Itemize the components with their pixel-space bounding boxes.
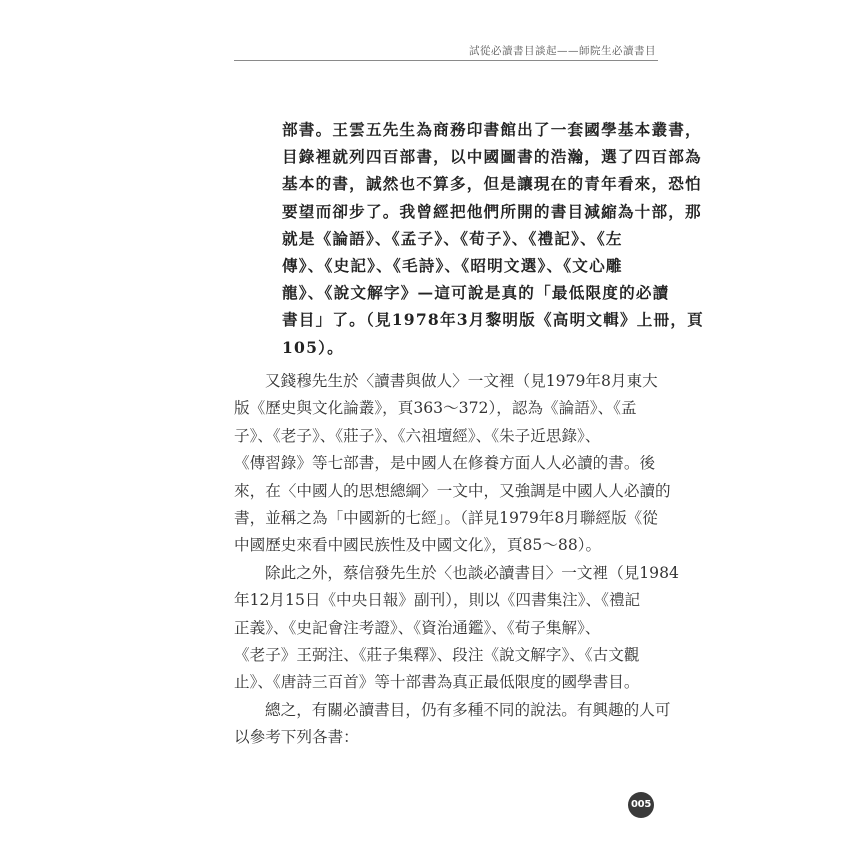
- quote-line: 龍》、《說文解字》—這可說是真的「最低限度的必讀: [282, 283, 670, 303]
- text-line: 年12月15日《中央日報》副刊），則以《四書集注》、《禮記: [234, 591, 641, 610]
- text-line: 來，在〈中國人的思想總綱〉一文中，又強調是中國人人必讀的: [234, 481, 671, 500]
- quote-line: 部書。王雲五先生為商務印書館出了一套國學基本叢書，: [282, 120, 702, 139]
- text-line: 除此之外，蔡信發先生於〈也談必讀書目〉一文裡（見1984: [265, 563, 679, 582]
- text-line: 版《歷史與文化論叢》，頁363～372），認為《論語》、《孟: [234, 399, 637, 418]
- text-line: 總之，有關必讀書目，仍有多種不同的說法。有興趣的人可: [265, 700, 671, 719]
- quote-line: 目錄裡就列四百部書，以中國圖書的浩瀚，選了四百部為: [282, 147, 702, 167]
- body-text: [234, 368, 679, 752]
- quote-line: 就是《論語》、《孟子》、《荀子》、《禮記》、《左: [282, 228, 623, 248]
- text-line: 又錢穆先生於〈讀書與做人〉一文裡（見1979年8月東大: [265, 372, 658, 390]
- block-quote: [282, 116, 704, 361]
- quote-line: 書目」了。（見1978年3月黎明版《高明文輯》上冊，頁: [282, 310, 704, 330]
- paragraph-cai-xinfa: [234, 560, 679, 697]
- text-line: 書，並稱之為「中國新的七經」。（詳見1979年8月聯經版《從: [234, 509, 658, 528]
- text-line: 以參考下列各書：: [234, 728, 359, 747]
- paragraph-qian-mu: [234, 368, 671, 560]
- running-title: 試從必讀書目談起——師院生必讀書目: [469, 45, 656, 57]
- text-line: 止》、《唐詩三百首》等十部書為真正最低限度的國學書目。: [234, 673, 640, 692]
- running-header: [234, 40, 658, 61]
- quote-line: 105）。: [282, 337, 344, 357]
- quote-line: 傳》、《史記》、《毛詩》、《昭明文選》、《文心雕: [282, 256, 623, 276]
- text-line: 正義》、《史記會注考證》、《資治通鑑》、《荀子集解》、: [234, 618, 601, 637]
- quote-line: 基本的書，誠然也不算多，但是讓現在的青年看來，恐怕: [282, 174, 702, 194]
- text-line: 《傳習錄》等七部書，是中國人在修養方面人人必讀的書。後: [234, 454, 656, 473]
- text-line: 《老子》王弼注、《莊子集釋》、段注《說文解字》、《古文觀: [234, 646, 640, 665]
- page-number-badge: 005: [628, 792, 654, 818]
- text-line: 中國歷史來看中國民族性及中國文化》，頁85～88）。: [234, 536, 602, 555]
- quote-line: 要望而卻步了。我曾經把他們所開的書目減縮為十部，那: [282, 201, 702, 221]
- text-line: 子》、《老子》、《莊子》、《六祖壇經》、《朱子近思錄》、: [234, 426, 601, 445]
- paragraph-summary: [234, 697, 671, 752]
